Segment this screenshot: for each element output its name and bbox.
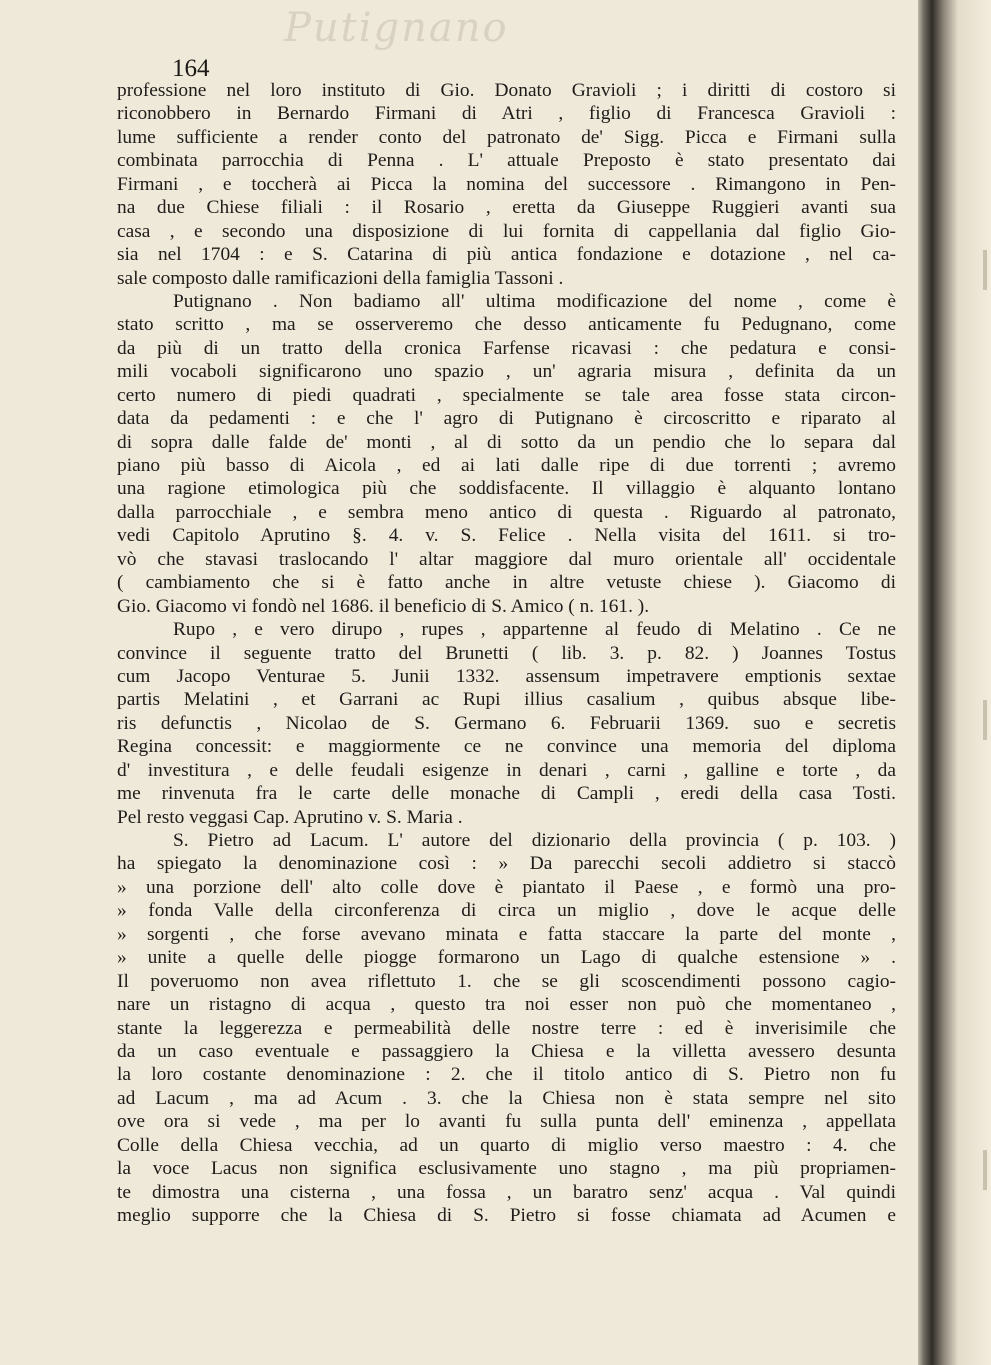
text-line: d' investitura , e delle feudali esigenze in denari , carni , galline e torte , da [117, 759, 896, 781]
text-line: S. Pietro ad Lacum. L' autore del dizionario della provincia ( p. 103. ) [173, 830, 896, 851]
text-line: vedi Capitolo Aprutino §. 4. v. S. Felice . Nella visita del 1611. si tro- [117, 525, 896, 547]
text-line: mili vocaboli significarono uno spazio , un' agraria misura , definita da un [117, 361, 896, 383]
text-line: riconobbero in Bernardo Firmani di Atri , figlio di Francesca Gravioli : [117, 103, 896, 125]
text-line: da un caso eventuale e passaggiero la Chiesa e la villetta avessero desunta [117, 1040, 896, 1062]
text-line: me rinvenuta fra le carte delle monache di Campli , eredi della casa Tosti. [117, 783, 896, 805]
text-line: Colle della Chiesa vecchia, ad un quarto di miglio verso maestro : 4. che [117, 1134, 896, 1156]
text-line: Pel resto veggasi Cap. Aprutino v. S. Maria . [117, 806, 463, 828]
book-gutter [918, 0, 991, 1365]
text-line: nare un ristagno di acqua , questo tra noi esser non può che momentaneo , [117, 994, 896, 1016]
text-line: na due Chiese filiali : il Rosario , eretta da Giuseppe Ruggieri avanti sua [117, 197, 896, 219]
text-line: sia nel 1704 : e S. Catarina di più antica fondazione e dotazione , nel ca- [117, 244, 896, 266]
text-line: lume sufficiente a render conto del patronato de' Sigg. Picca e Firmani sulla [117, 126, 896, 148]
text-line: » sorgenti , che forse avevano minata e fatta staccare la parte del monte , [117, 923, 896, 945]
text-line: piano più basso di Aicola , ed ai lati dalle ripe di due torrenti ; avremo [117, 455, 896, 476]
gutter-notch [983, 1150, 987, 1190]
text-line: Rupo , e vero dirupo , rupes , appartenne al feudo di Melatino . Ce ne [173, 619, 896, 641]
text-line: vò che stavasi traslocando l' altar maggiore dal muro orientale all' occidentale [117, 548, 896, 570]
text-line: ad Lacum , ma ad Acum . 3. che la Chiesa non è stata sempre nel sito [117, 1087, 896, 1109]
text-line: certo numero di piedi quadrati , specialmente se tale area fosse stata circon- [117, 384, 896, 406]
text-line: la loro costante denominazione : 2. che il titolo antico di S. Pietro non fu [117, 1064, 896, 1086]
text-line: partis Melatini , et Garrani ac Rupi illius casalium , quibus absque libe- [117, 689, 896, 711]
text-line: professione nel loro instituto di Gio. Donato Gravioli ; i diritti di costoro si [117, 80, 896, 101]
text-line: data da pedamenti : e che l' agro di Putignano è circoscritto e riparato al [117, 408, 896, 430]
text-line: ove ora si vede , ma per lo avanti fu sulla punta dell' eminenza , appellata [117, 1111, 896, 1133]
text-line: da più di un tratto della cronica Farfense ricavasi : che pedatura e consi- [117, 337, 896, 359]
text-line: te dimostra una cisterna , una fossa , un baratro senz' acqua . Val quindi [117, 1181, 896, 1203]
text-line: stante la leggerezza e permeabilità delle nostre terre : ed è inverisimile che [117, 1017, 896, 1039]
text-line: Regina concessit: e maggiormente ce ne convince una memoria del diploma [117, 736, 896, 758]
text-line: sale composto dalle ramificazioni della famiglia Tassoni . [117, 267, 564, 289]
text-line: una ragione etimologica più che soddisfacente. Il villaggio è alquanto lontano [117, 478, 896, 500]
text-line: » fonda Valle della circonferenza di circa un miglio , dove le acque delle [117, 900, 896, 922]
text-line: ( cambiamento che si è fatto anche in altre vetuste chiese ). Giacomo di [117, 572, 896, 594]
text-line: » unite a quelle delle piogge formarono un Lago di qualche estensione » . [117, 947, 896, 969]
text-line: stato scritto , ma se osserveremo che desso anticamente fu Pedugnano, come [117, 314, 896, 336]
text-line: » una porzione dell' alto colle dove è piantato il Paese , e formò una pro- [117, 876, 896, 898]
pencil-annotation: Putignano [284, 5, 509, 51]
text-line: casa , e secondo una disposizione di lui fornita di cappellania dal figlio Gio- [117, 220, 896, 242]
text-line: Gio. Giacomo vi fondò nel 1686. il beneficio di S. Amico ( n. 161. ). [117, 595, 650, 617]
text-line: la voce Lacus non significa esclusivamente uno stagno , ma più propriamen- [117, 1158, 896, 1180]
body-text [117, 79, 896, 1227]
text-line: dalla parrocchiale , e sembra meno antico di questa . Riguardo al patronato, [117, 501, 896, 523]
gutter-notch [983, 700, 987, 740]
text-line: Il poveruomo non avea riflettuto 1. che se gli scoscendimenti possono cagio- [117, 970, 896, 992]
text-line: Firmani , e toccherà ai Picca la nomina del successore . Rimangono in Pen- [117, 173, 896, 195]
page-number: 164 [172, 55, 210, 82]
text-line: ris defunctis , Nicolao de S. Germano 6. Februarii 1369. suo e secretis [117, 712, 896, 734]
gutter-notch [983, 250, 987, 290]
text-line: convince il seguente tratto del Brunetti ( lib. 3. p. 82. ) Joannes Tostus [117, 642, 896, 664]
text-line: combinata parrocchia di Penna . L' attuale Preposto è stato presentato dai [117, 150, 896, 172]
text-line: meglio supporre che la Chiesa di S. Pietro si fosse chiamata ad Acumen e [117, 1205, 896, 1226]
text-line: Putignano . Non badiamo all' ultima modificazione del nome , come è [173, 290, 896, 312]
text-line: cum Jacopo Venturae 5. Junii 1332. assensum impetravere emptionis sextae [117, 665, 896, 687]
text-line: di sopra dalle falde de' monti , al di sotto da un pendio che lo separa dal [117, 431, 896, 453]
text-line: ha spiegato la denominazione così : » Da parecchi secoli addietro si staccò [117, 853, 896, 875]
